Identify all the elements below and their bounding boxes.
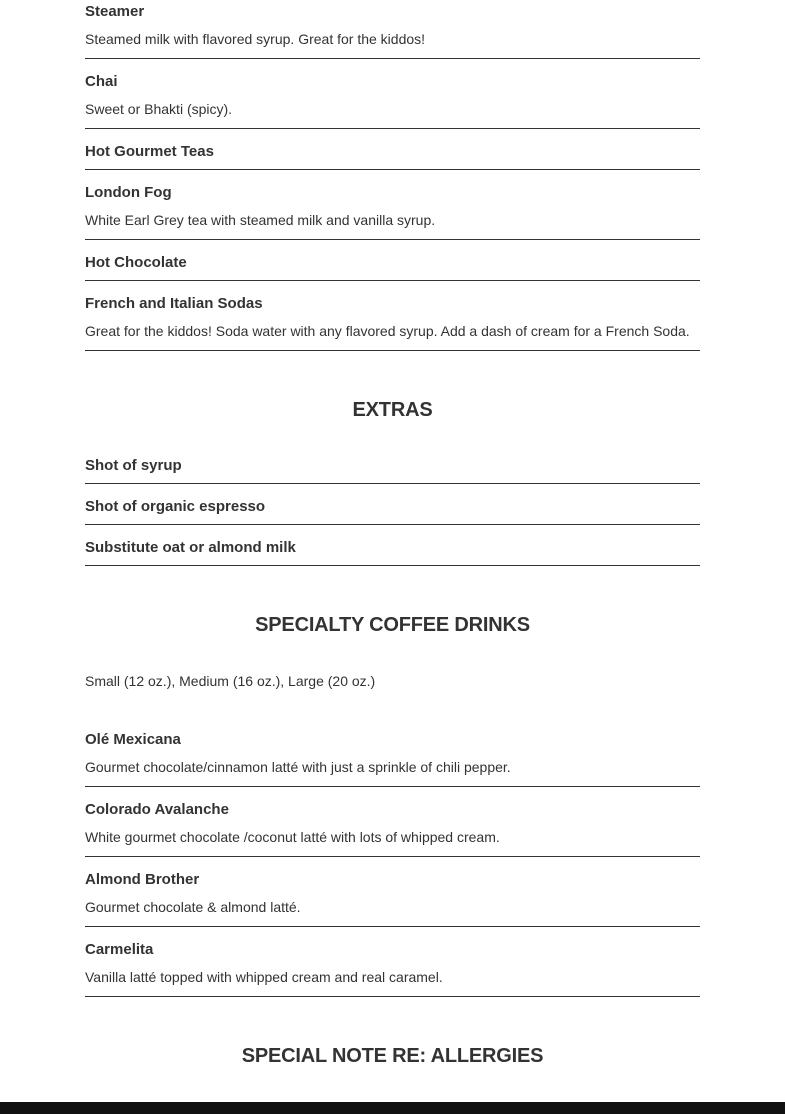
- specialty-list: [85, 731, 700, 997]
- item-name: Shot of syrup: [85, 457, 182, 474]
- sizes-note: Small (12 oz.), Medium (16 oz.), Large (20 oz.): [85, 673, 376, 689]
- section-heading-allergies: SPECIAL NOTE RE: ALLERGIES: [241, 1045, 544, 1067]
- item-description: Sweet or Bhakti (spicy).: [85, 101, 233, 117]
- menu-item-colorado-avalanche: [85, 787, 700, 857]
- menu-item-ole-mexicana: [85, 731, 700, 787]
- item-description: White gourmet chocolate /coconut latté with lots of whipped cream.: [85, 829, 500, 845]
- item-description: Steamed milk with flavored syrup. Great for the kiddos!: [85, 31, 426, 47]
- item-name: Carmelita: [85, 941, 154, 958]
- item-description: Great for the kiddos! Soda water with any flavored syrup. Add a dash of cream for a French Soda.: [85, 323, 690, 339]
- item-description: Vanilla latté topped with whipped cream and real caramel.: [85, 969, 443, 985]
- item-description: White Earl Grey tea with steamed milk and vanilla syrup.: [85, 212, 436, 228]
- item-name: Hot Chocolate: [85, 254, 187, 271]
- item-name: Almond Brother: [85, 871, 200, 888]
- item-name: Hot Gourmet Teas: [85, 143, 214, 160]
- item-name: Shot of organic espresso: [85, 498, 266, 515]
- menu-item-shot-of-espresso: [85, 484, 700, 525]
- item-name: French and Italian Sodas: [85, 295, 263, 312]
- section-heading-extras: EXTRAS: [352, 399, 433, 421]
- menu-item-carmelita: [85, 927, 700, 997]
- menu-item-steamer: [85, 3, 700, 59]
- menu-item-shot-of-syrup: [85, 457, 700, 484]
- item-name: Colorado Avalanche: [85, 801, 229, 818]
- menu-item-almond-brother: [85, 857, 700, 927]
- item-name: Steamer: [85, 3, 145, 20]
- extras-list: [85, 457, 700, 566]
- menu-item-london-fog: [85, 170, 700, 240]
- menu-item-chai: [85, 59, 700, 129]
- drinks-top-list: [85, 3, 700, 351]
- menu-item-hot-chocolate: [85, 240, 700, 281]
- item-description: Gourmet chocolate & almond latté.: [85, 899, 301, 915]
- item-name: London Fog: [85, 184, 172, 201]
- item-name: Substitute oat or almond milk: [85, 539, 296, 556]
- item-name: Chai: [85, 73, 118, 90]
- section-heading-specialty: SPECIALTY COFFEE DRINKS: [255, 614, 530, 636]
- menu-item-french-italian-sodas: [85, 281, 700, 351]
- menu-item-hot-gourmet-teas: [85, 129, 700, 170]
- footer-bar: [0, 1102, 785, 1114]
- item-description: Gourmet chocolate/cinnamon latté with just a sprinkle of chili pepper.: [85, 759, 511, 775]
- item-name: Olé Mexicana: [85, 731, 181, 748]
- menu-item-substitute-milk: [85, 525, 700, 566]
